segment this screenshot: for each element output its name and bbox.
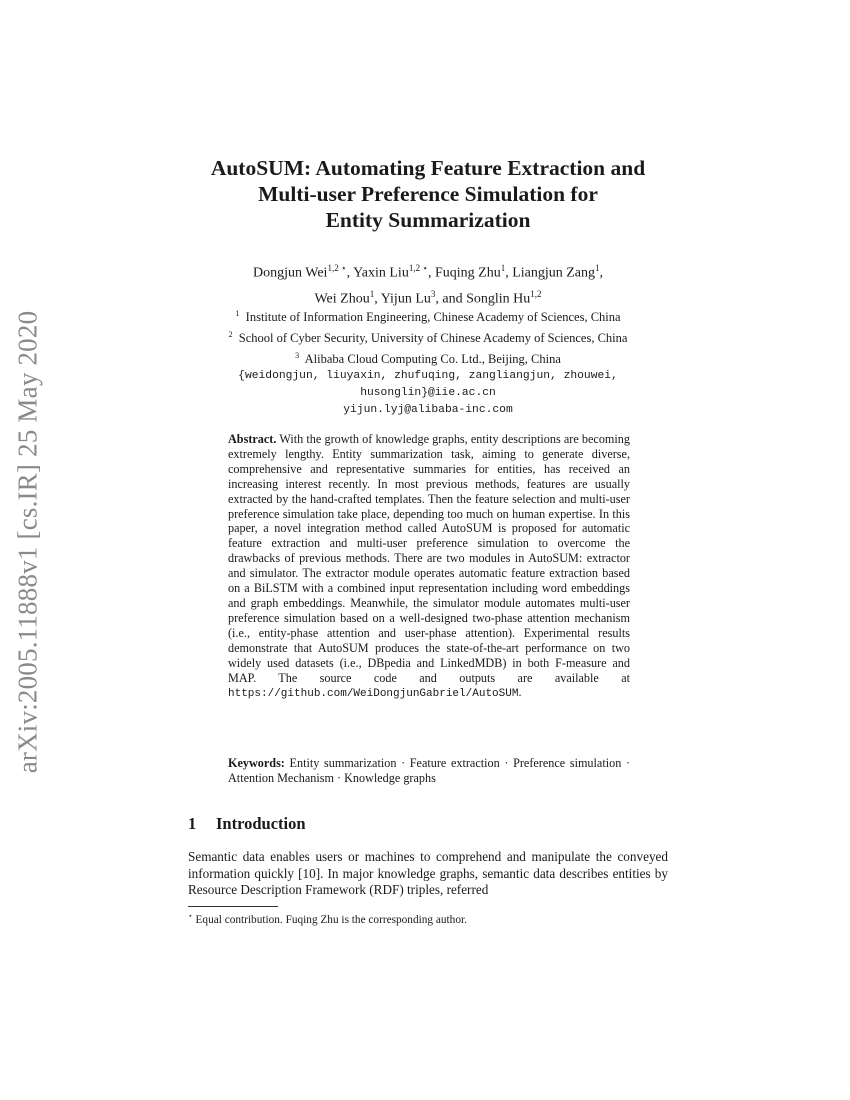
title-line-2: Multi-user Preference Simulation for [258,182,598,206]
footnote-text: Equal contribution. Fuqing Zhu is the corresponding author. [192,913,467,926]
footnote [188,909,467,927]
arxiv-stamp [0,0,60,1100]
affiliation-3: $^3$ Alibaba Cloud Computing Co. Ltd., Beijing, China [295,351,561,367]
author-line-2: Wei Zhou$^1$, Yijun Lu$^3$, and Songlin Hu$^{1,2}$ [314,288,542,307]
author-name: Dongjun Wei [252,265,328,281]
section-title: Introduction [216,814,306,833]
source-code-link[interactable]: https://github.com/WeiDongjunGabriel/AutoSUM [228,688,519,701]
email-line-3: yijun.lyj@alibaba-inc.com [343,404,513,417]
author-list [150,258,706,309]
arxiv-identifier: arXiv:2005.11888v1 [cs.IR] 25 May 2020 [12,310,43,774]
author-line-1: Dongjun Wei$^{1,2 ⋆}$, Yaxin Liu$^{1,2 ⋆}$, Fuqing Zhu$^1$, Liangjun Zang$^1$, [252,263,604,281]
abstract: Abstract. With the growth of knowledge graphs, entity descriptions are becoming extremely lengthy. Entity summarization task, aiming to generate diverse, comprehensive and representative summaries for entities, has received an increasing interest recently. In most previous methods, features are usually extracted by the hand-crafted templates. Then the feature selection and multi-user preference simulation take place, depending too much on human expertise. In this paper, a novel integration method called AutoSUM is proposed for automatic feature extraction and multi-user preference simulation to overcome the drawbacks of previous methods. There are two modules in AutoSUM: extractor and simulator. The extractor module operates automatic feature extraction based on a BiLSTM with a combined input representation including word embeddings and graph embeddings. Meanwhile, the simulator module automates multi-user preference simulation based on a well-designed two-phase attention mechanism (i.e., entity-phase attention and user-phase attention). Experimental results demonstrate that AutoSUM produces the state-of-the-art performance on two widely used datasets (i.e., DBpedia and LinkedMDB) in both F-measure and MAP. The source code and outputs are available at https://github.com/WeiDongjunGabriel/AutoSUM. [228,432,630,701]
author-affil-mark: 1,2 ⋆ [327,263,347,273]
author-name: Liangjun Zang [512,265,596,281]
author-affil-mark: 1 [500,263,506,273]
author-affil-mark: 1 [369,288,375,299]
author-name: Yaxin Liu [353,265,409,281]
author-name: Wei Zhou [314,291,370,307]
introduction-paragraph: Semantic data enables users or machines to comprehend and manipulate the conveyed information quickly [10]. In major knowledge graphs, semantic data describes entities by Resource Description Framework (RDF) triples, referred [188,849,668,898]
author-affil-mark: 1 [595,263,600,273]
author-affil-mark: 3 [430,288,436,299]
section-number: 1 [188,814,197,833]
footnote-mark: ⋆ [188,911,193,920]
keywords-text: Entity summarization · Feature extraction · Preference simulation · Attention Mechanism · Knowledge graphs [228,756,630,785]
section-heading [188,814,306,834]
email-line-1: {weidongjun, liuyaxin, zhufuqing, zangliangjun, zhouwei, [238,370,618,383]
affiliation-2: $^2$ School of Cyber Security, University of Chinese Academy of Sciences, China [228,330,628,346]
abstract-label: Abstract. [228,432,277,446]
keywords [228,756,630,786]
affiliation-1: $^1$ Institute of Information Engineering, Chinese Academy of Sciences, China [235,309,621,325]
author-name: Songlin Hu [466,291,531,307]
abstract-text: With the growth of knowledge graphs, entity descriptions are becoming extremely lengthy. Entity summarization task, aiming to generate diverse, comprehensive and representative summaries for entities, has received an increasing interest recently. In most previous methods, features are usually extracted by the hand-crafted templates. Then the feature selection and multi-user preference simulation take place, depending too much on human expertise. In this paper, a novel integration method called AutoSUM is proposed for automatic feature extraction and multi-user preference simulation to overcome the drawbacks of previous methods. There are two modules in AutoSUM: extractor and simulator. The extractor module operates automatic feature extraction based on a BiLSTM with a combined input representation including word embeddings and graph embeddings. Meanwhile, the simulator module automates multi-user preference simulation based on a well-designed two-phase attention mechanism (i.e., entity-phase attention and user-phase attention). Experimental results demonstrate that AutoSUM produces the state-of-the-art performance on two widely used datasets (i.e., DBpedia and LinkedMDB) in both F-measure and MAP. The source code and outputs are available at [228,432,630,685]
author-affil-mark: 1,2 ⋆ [408,263,428,273]
title-line-1: AutoSUM: Automating Feature Extraction and [210,156,646,180]
title-line-3: Entity Summarization [325,208,531,232]
affiliations [150,305,706,419]
keywords-label: Keywords: [228,756,285,770]
author-name: Fuqing Zhu [434,265,501,281]
email-line-2: husonglin}@iie.ac.cn [360,387,496,400]
footnote-rule [188,906,278,907]
author-affil-mark: 1,2 [530,288,542,299]
paper-title [150,155,706,233]
author-name: Yijun Lu [380,291,431,307]
